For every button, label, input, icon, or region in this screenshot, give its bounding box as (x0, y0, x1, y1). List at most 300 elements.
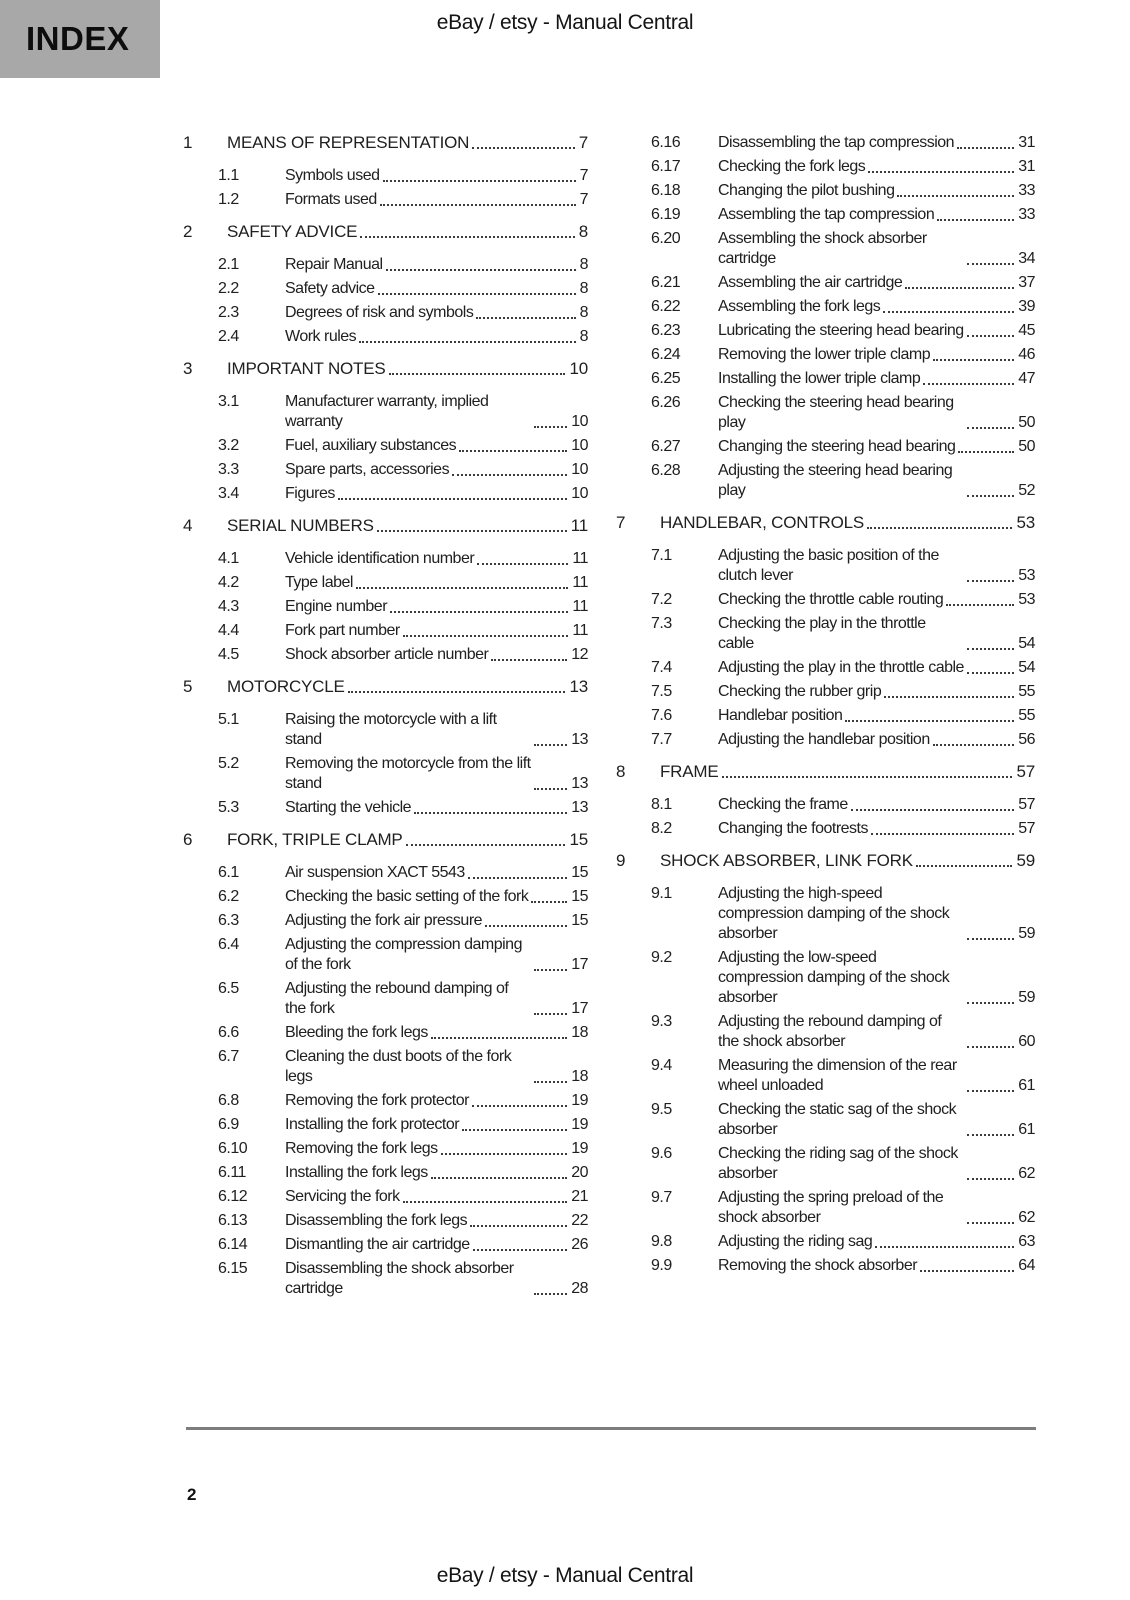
dot-leader (957, 147, 1014, 149)
toc-entry-body (718, 461, 1035, 501)
toc-entry-title: Fork part number (285, 622, 400, 639)
dot-leader (534, 788, 567, 790)
toc-entry-title: IMPORTANT NOTES (227, 359, 386, 378)
toc-section-row[interactable] (616, 1012, 1035, 1052)
toc-entry-page-number: 61 (1018, 1077, 1035, 1094)
toc-entry-page-number: 8 (579, 304, 588, 321)
toc-entry-title: Checking the play in the throttle cable (718, 615, 926, 652)
dot-leader (431, 1037, 567, 1039)
toc-entry-title: Bleeding the fork legs (285, 1024, 428, 1041)
toc-entry-number: 8 (616, 762, 626, 781)
toc-entry-number: 7.7 (651, 731, 672, 748)
toc-entry-page-number: 61 (1018, 1121, 1035, 1138)
toc-section-row[interactable] (183, 279, 588, 299)
toc-entry-title: Assembling the tap compression (718, 206, 935, 223)
toc-section-row[interactable] (616, 1100, 1035, 1140)
toc-section-row[interactable] (616, 682, 1035, 702)
toc-entry-title: MOTORCYCLE (227, 677, 345, 696)
toc-entry-page-number: 10 (571, 485, 588, 502)
toc-entry-page-number: 19 (571, 1116, 588, 1133)
toc-entry-number: 9.2 (651, 949, 672, 966)
toc-entry-page-number: 12 (571, 646, 588, 663)
toc-section-row[interactable] (183, 1259, 588, 1299)
toc-entry-page-number: 37 (1018, 274, 1035, 291)
toc-entry-body (718, 181, 1035, 201)
toc-entry-body (718, 205, 1035, 225)
toc-entry-page-number: 18 (571, 1068, 588, 1085)
toc-entry-body (285, 1259, 588, 1299)
toc-entry-title: Spare parts, accessories (285, 461, 450, 478)
toc-entry-title: Assembling the fork legs (718, 298, 881, 315)
toc-entry-number: 5.2 (218, 755, 239, 772)
toc-entry-title: Adjusting the low-speed compression damping of the shock absorber (718, 949, 950, 1006)
toc-entry-body (718, 590, 1035, 610)
toc-entry-page-number: 60 (1018, 1033, 1035, 1050)
toc-entry-body (718, 1012, 1035, 1052)
toc-entry-page-number: 47 (1018, 370, 1035, 387)
dot-leader (946, 604, 1014, 606)
toc-entry-title: Disassembling the fork legs (285, 1212, 468, 1229)
toc-section-row[interactable] (183, 327, 588, 347)
toc-entry-body (285, 1091, 588, 1111)
toc-section-row[interactable] (616, 229, 1035, 269)
toc-entry-number: 5 (183, 677, 193, 696)
toc-entry-number: 6.25 (651, 370, 681, 387)
toc-section-row[interactable] (183, 710, 588, 750)
toc-section-row[interactable] (183, 887, 588, 907)
dot-leader (920, 1270, 1014, 1272)
toc-entry-number: 9.7 (651, 1189, 672, 1206)
toc-section-row[interactable] (616, 461, 1035, 501)
toc-entry-title: MEANS OF REPRESENTATION (227, 133, 470, 152)
toc-section-row[interactable] (616, 437, 1035, 457)
toc-section-row[interactable] (183, 645, 588, 665)
dot-leader (534, 969, 567, 971)
dot-leader (722, 776, 1013, 778)
dot-leader (359, 341, 575, 343)
toc-entry-number: 6.22 (651, 298, 681, 315)
toc-entry-body (718, 1256, 1035, 1276)
dot-leader (491, 659, 567, 661)
toc-entry-body (285, 1235, 588, 1255)
toc-entry-title: Checking the fork legs (718, 158, 866, 175)
toc-entry-title: Removing the motorcycle from the lift stand (285, 755, 531, 792)
toc-entry-page-number: 11 (570, 516, 588, 535)
dot-leader (867, 527, 1012, 529)
toc-entry-body (718, 229, 1035, 269)
toc-section-row[interactable] (616, 948, 1035, 1008)
toc-entry-title: Handlebar position (718, 707, 843, 724)
toc-entry-number: 8.2 (651, 820, 672, 837)
toc-section-row[interactable] (616, 273, 1035, 293)
toc-entry-body (285, 1187, 588, 1207)
toc-entry-body (227, 516, 588, 536)
toc-entry-body (285, 327, 588, 347)
toc-section-row[interactable] (616, 321, 1035, 341)
toc-entry-page-number: 33 (1018, 182, 1035, 199)
toc-entry-body (660, 513, 1035, 533)
toc-entry-body (718, 819, 1035, 839)
toc-entry-page-number: 22 (571, 1212, 588, 1229)
toc-entry-body (227, 359, 588, 379)
toc-section-row[interactable] (183, 621, 588, 641)
dot-leader (534, 1293, 567, 1295)
toc-section-row[interactable] (183, 1187, 588, 1207)
footer-divider (186, 1427, 1036, 1430)
toc-entry-number: 6.1 (218, 864, 239, 881)
toc-section-row[interactable] (183, 460, 588, 480)
dot-leader (967, 938, 1014, 940)
toc-section-row[interactable] (183, 863, 588, 883)
toc-entry-title: Servicing the fork (285, 1188, 400, 1205)
toc-entry-body (285, 710, 588, 750)
toc-entry-page-number: 8 (579, 256, 588, 273)
toc-section-row[interactable] (183, 935, 588, 975)
toc-entry-number: 6.14 (218, 1236, 248, 1253)
toc-entry-page-number: 8 (578, 222, 588, 241)
toc-section-row[interactable] (183, 1091, 588, 1111)
toc-section-row[interactable] (183, 573, 588, 593)
toc-entry-title: Changing the pilot bushing (718, 182, 895, 199)
toc-entry-number: 2.3 (218, 304, 239, 321)
dot-leader (389, 373, 566, 375)
toc-entry-number: 1 (183, 133, 193, 152)
toc-entry-body (227, 677, 588, 697)
toc-section-row[interactable] (616, 297, 1035, 317)
toc-entry-body (660, 762, 1035, 782)
toc-section-row[interactable] (183, 392, 588, 432)
toc-entry-page-number: 20 (571, 1164, 588, 1181)
toc-entry-page-number: 57 (1018, 820, 1035, 837)
toc-section-row[interactable] (616, 795, 1035, 815)
toc-entry-number: 4.1 (218, 550, 239, 567)
toc-section-row[interactable] (183, 549, 588, 569)
toc-entry-number: 9.1 (651, 885, 672, 902)
toc-entry-title: HANDLEBAR, CONTROLS (660, 513, 865, 532)
toc-section-row[interactable] (183, 436, 588, 456)
toc-section-row[interactable] (183, 303, 588, 323)
toc-entry-number: 4 (183, 516, 193, 535)
toc-chapter-row[interactable] (183, 359, 588, 379)
toc-entry-title: Manufacturer warranty, implied warranty (285, 393, 489, 430)
toc-entry-number: 6.7 (218, 1048, 239, 1065)
toc-section-row[interactable] (616, 1232, 1035, 1252)
dot-leader (459, 450, 567, 452)
toc-chapter-row[interactable] (183, 830, 588, 850)
toc-entry-body (718, 297, 1035, 317)
dot-leader (967, 495, 1014, 497)
toc-entry-title: Adjusting the rebound damping of the shock absorber (718, 1013, 942, 1050)
toc-section-row[interactable] (616, 393, 1035, 433)
toc-section-row[interactable] (616, 1188, 1035, 1228)
toc-entry-number: 6.28 (651, 462, 681, 479)
toc-section-row[interactable] (616, 730, 1035, 750)
toc-section-row[interactable] (616, 181, 1035, 201)
toc-entry-body (285, 1211, 588, 1231)
toc-entry-number: 6.18 (651, 182, 681, 199)
toc-entry-number: 6.10 (218, 1140, 248, 1157)
toc-entry-page-number: 54 (1018, 659, 1035, 676)
dot-leader (933, 359, 1014, 361)
toc-entry-page-number: 7 (579, 191, 588, 208)
toc-entry-title: Engine number (285, 598, 388, 615)
toc-section-row[interactable] (183, 597, 588, 617)
toc-chapter-row[interactable] (183, 677, 588, 697)
toc-section-row[interactable] (616, 345, 1035, 365)
toc-section-row[interactable] (616, 819, 1035, 839)
toc-section-row[interactable] (183, 1163, 588, 1183)
toc-section-row[interactable] (616, 614, 1035, 654)
dot-leader (531, 901, 567, 903)
toc-section-row[interactable] (616, 706, 1035, 726)
dot-leader (851, 809, 1014, 811)
dot-leader (967, 672, 1014, 674)
dot-leader (967, 1046, 1014, 1048)
toc-section-row[interactable] (616, 884, 1035, 944)
toc-section-row[interactable] (616, 1256, 1035, 1276)
toc-entry-title: Air suspension XACT 5543 (285, 864, 465, 881)
toc-entry-number: 9.6 (651, 1145, 672, 1162)
dot-leader (441, 1153, 568, 1155)
toc-entry-title: Disassembling the tap compression (718, 134, 955, 151)
dot-leader (414, 812, 567, 814)
dot-leader (967, 1002, 1014, 1004)
toc-entry-title: Shock absorber article number (285, 646, 489, 663)
toc-entry-page-number: 26 (571, 1236, 588, 1253)
toc-entry-number: 6.6 (218, 1024, 239, 1041)
dot-leader (967, 580, 1014, 582)
toc-chapter-row[interactable] (616, 762, 1035, 782)
dot-leader (916, 865, 1013, 867)
toc-entry-body (285, 166, 588, 186)
toc-entry-page-number: 28 (571, 1280, 588, 1297)
dot-leader (967, 427, 1014, 429)
toc-entry-title: Safety advice (285, 280, 375, 297)
toc-entry-number: 2.4 (218, 328, 239, 345)
toc-entry-page-number: 10 (571, 437, 588, 454)
dot-leader (377, 530, 567, 532)
toc-entry-body (285, 887, 588, 907)
header-title: eBay / etsy - Manual Central (436, 11, 694, 34)
toc-section-row[interactable] (183, 979, 588, 1019)
toc-entry-page-number: 15 (569, 830, 588, 849)
dot-leader (534, 1013, 567, 1015)
toc-section-row[interactable] (183, 1115, 588, 1135)
toc-entry-number: 7.6 (651, 707, 672, 724)
toc-entry-page-number: 13 (571, 799, 588, 816)
toc-entry-body (285, 1023, 588, 1043)
dot-leader (383, 180, 576, 182)
toc-section-row[interactable] (183, 1235, 588, 1255)
toc-entry-title: Disassembling the shock absorber cartridge (285, 1260, 514, 1297)
toc-entry-body (285, 1139, 588, 1159)
toc-section-row[interactable] (183, 754, 588, 794)
dot-leader (967, 648, 1014, 650)
toc-entry-title: Checking the static sag of the shock absorber (718, 1101, 957, 1138)
toc-section-row[interactable] (616, 157, 1035, 177)
toc-section-row[interactable] (616, 546, 1035, 586)
toc-entry-page-number: 53 (1016, 513, 1035, 532)
toc-entry-title: Adjusting the spring preload of the shock absorber (718, 1189, 944, 1226)
toc-entry-page-number: 39 (1018, 298, 1035, 315)
toc-entry-page-number: 56 (1018, 731, 1035, 748)
toc-entry-body (285, 484, 588, 504)
toc-entry-number: 7.4 (651, 659, 672, 676)
toc-entry-title: Checking the throttle cable routing (718, 591, 944, 608)
toc-entry-number: 8.1 (651, 796, 672, 813)
toc-chapter-row[interactable] (183, 222, 588, 242)
toc-section-row[interactable] (183, 911, 588, 931)
toc-entry-title: Changing the footrests (718, 820, 868, 837)
toc-section-row[interactable] (183, 255, 588, 275)
toc-entry-number: 1.2 (218, 191, 239, 208)
toc-entry-body (718, 1100, 1035, 1140)
toc-section-row[interactable] (183, 1047, 588, 1087)
toc-entry-number: 5.1 (218, 711, 239, 728)
toc-entry-page-number: 8 (579, 280, 588, 297)
toc-column-right (616, 133, 1035, 1303)
toc-section-row[interactable] (616, 1056, 1035, 1096)
toc-entry-title: SHOCK ABSORBER, LINK FORK (660, 851, 913, 870)
toc-chapter-row[interactable] (183, 516, 588, 536)
toc-entry-number: 3.4 (218, 485, 239, 502)
toc-entry-number: 6.20 (651, 230, 681, 247)
toc-entry-page-number: 13 (571, 775, 588, 792)
toc-chapter-row[interactable] (616, 851, 1035, 871)
toc-entry-number: 6.3 (218, 912, 239, 929)
toc-entry-title: Changing the steering head bearing (718, 438, 956, 455)
toc-entry-title: SAFETY ADVICE (227, 222, 358, 241)
dot-leader (933, 744, 1014, 746)
toc-entry-title: Type label (285, 574, 353, 591)
toc-entry-number: 6.9 (218, 1116, 239, 1133)
toc-entry-page-number: 54 (1018, 635, 1035, 652)
toc-entry-number: 2.2 (218, 280, 239, 297)
toc-entry-body (718, 546, 1035, 586)
toc-section-row[interactable] (616, 205, 1035, 225)
toc-entry-body (285, 754, 588, 794)
toc-entry-page-number: 59 (1018, 925, 1035, 942)
toc-section-row[interactable] (183, 1023, 588, 1043)
toc-entry-body (285, 549, 588, 569)
toc-entry-page-number: 13 (571, 731, 588, 748)
dot-leader (386, 269, 576, 271)
toc-entry-body (285, 190, 588, 210)
dot-leader (534, 426, 567, 428)
dot-leader (923, 383, 1014, 385)
toc-entry-title: Removing the fork protector (285, 1092, 469, 1109)
toc-entry-page-number: 63 (1018, 1233, 1035, 1250)
toc-section-row[interactable] (616, 133, 1035, 153)
toc-entry-page-number: 55 (1018, 707, 1035, 724)
toc-entry-body (660, 851, 1035, 871)
toc-entry-body (285, 645, 588, 665)
toc-entry-body (285, 303, 588, 323)
toc-entry-page-number: 17 (571, 1000, 588, 1017)
toc-entry-title: Adjusting the steering head bearing play (718, 462, 953, 499)
toc-entry-title: Formats used (285, 191, 377, 208)
dot-leader (380, 204, 576, 206)
dot-leader (937, 219, 1014, 221)
toc-entry-body (718, 1232, 1035, 1252)
toc-chapter-row[interactable] (183, 133, 588, 153)
toc-entry-body (285, 392, 588, 432)
toc-entry-page-number: 59 (1018, 989, 1035, 1006)
toc-section-row[interactable] (183, 166, 588, 186)
dot-leader (472, 1105, 567, 1107)
dot-leader (403, 1201, 568, 1203)
toc-entry-page-number: 62 (1018, 1209, 1035, 1226)
toc-entry-number: 6.24 (651, 346, 681, 363)
toc-entry-number: 3 (183, 359, 193, 378)
dot-leader (378, 293, 576, 295)
toc-entry-page-number: 8 (579, 328, 588, 345)
toc-entry-body (285, 573, 588, 593)
toc-entry-title: Installing the lower triple clamp (718, 370, 921, 387)
dot-leader (967, 1178, 1014, 1180)
toc-section-row[interactable] (183, 190, 588, 210)
toc-entry-page-number: 15 (571, 888, 588, 905)
toc-entry-title: Raising the motorcycle with a lift stand (285, 711, 497, 748)
toc-section-row[interactable] (616, 590, 1035, 610)
toc-entry-number: 9.8 (651, 1233, 672, 1250)
toc-entry-body (285, 979, 588, 1019)
toc-section-row[interactable] (616, 658, 1035, 678)
toc-column-left (183, 133, 588, 1303)
toc-entry-page-number: 7 (579, 167, 588, 184)
toc-entry-number: 2.1 (218, 256, 239, 273)
toc-entry-body (718, 157, 1035, 177)
toc-chapter-row[interactable] (616, 513, 1035, 533)
toc-entry-title: Degrees of risk and symbols (285, 304, 474, 321)
toc-entry-title: Assembling the air cartridge (718, 274, 903, 291)
dot-leader (897, 195, 1014, 197)
toc-entry-title: Checking the steering head bearing play (718, 394, 954, 431)
toc-entry-page-number: 11 (572, 550, 588, 567)
toc-entry-title: Removing the shock absorber (718, 1257, 918, 1274)
toc-section-row[interactable] (616, 1144, 1035, 1184)
toc-entry-page-number: 15 (571, 912, 588, 929)
toc-entry-number: 6.23 (651, 322, 681, 339)
dot-leader (472, 147, 574, 149)
toc-entry-body (718, 658, 1035, 678)
toc-entry-body (718, 437, 1035, 457)
toc-section-row[interactable] (183, 1211, 588, 1231)
toc-entry-number: 7.3 (651, 615, 672, 632)
toc-section-row[interactable] (183, 1139, 588, 1159)
toc-entry-page-number: 10 (571, 461, 588, 478)
toc-entry-number: 3.1 (218, 393, 239, 410)
toc-entry-page-number: 45 (1018, 322, 1035, 339)
toc-entry-title: Checking the basic setting of the fork (285, 888, 529, 905)
toc-section-row[interactable] (183, 798, 588, 818)
toc-section-row[interactable] (616, 369, 1035, 389)
toc-section-row[interactable] (183, 484, 588, 504)
toc-entry-page-number: 59 (1016, 851, 1035, 870)
toc-entry-body (227, 222, 588, 242)
toc-entry-page-number: 31 (1018, 158, 1035, 175)
dot-leader (905, 287, 1014, 289)
toc-entry-body (718, 730, 1035, 750)
toc-entry-body (285, 255, 588, 275)
toc-entry-body (718, 133, 1035, 153)
toc-entry-title: Adjusting the play in the throttle cable (718, 659, 964, 676)
toc-entry-number: 1.1 (218, 167, 239, 184)
toc-entry-title: FORK, TRIPLE CLAMP (227, 830, 403, 849)
toc-entry-number: 9.9 (651, 1257, 672, 1274)
toc-entry-page-number: 10 (571, 413, 588, 430)
toc-entry-number: 7.1 (651, 547, 672, 564)
